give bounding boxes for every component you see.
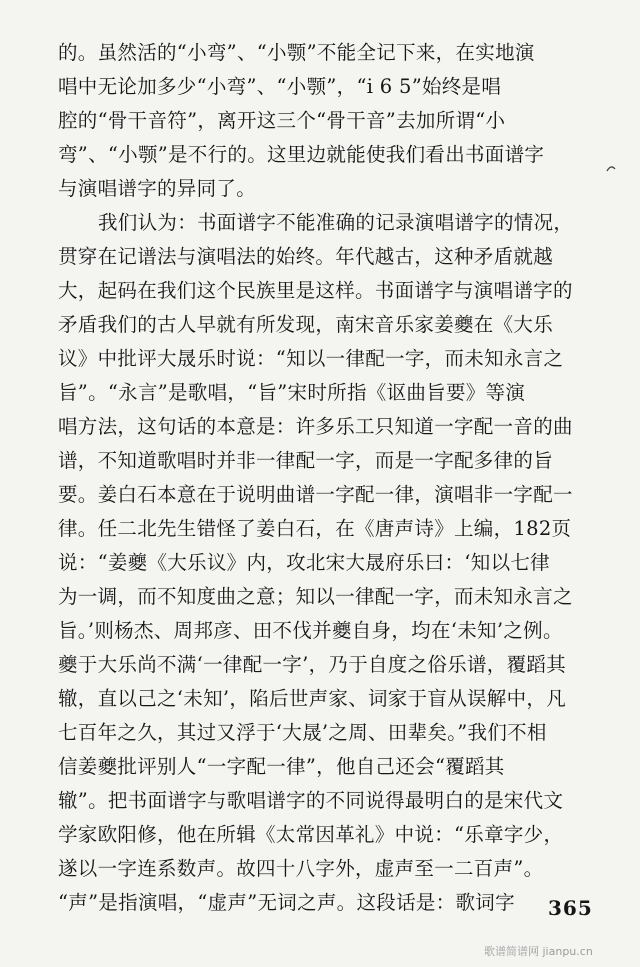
text-line-23: 辙”。把书面谱字与歌唱谱字的不同说得最明白的是宋代文 xyxy=(58,789,564,812)
text-line-2: 唱中无论加多少“小弯”、“小颚”，“i 6 5”始终是唱 xyxy=(58,75,502,98)
text-line-7: 贯穿在记谱法与演唱法的始终。年代越古，这种矛盾就越 xyxy=(58,245,554,268)
body-text xyxy=(58,36,618,920)
text-line-24: 学家欧阳修，他在所辑《太常因革礼》中说：“乐章字少， xyxy=(58,823,564,846)
text-line-13: 谱，不知道歌唱时并非一律配一字，而是一字配多律的旨 xyxy=(58,449,554,472)
text-line-11: 旨”。“永言”是歌唱，“旨”宋时所指《讴曲旨要》等演 xyxy=(58,381,526,404)
text-line-3: 腔的“骨干音符”，离开这三个“骨干音”去加所谓“小 xyxy=(58,109,506,132)
page-number: 365 xyxy=(548,896,593,920)
text-line-8: 大，起码在我们这个民族里是这样。书面谱字与演唱谱字的 xyxy=(58,279,573,302)
text-line-16: 说：“姜夔《大乐议》内，攻北宋大晟府乐曰：‘知以七律 xyxy=(58,551,550,574)
text-line-12: 唱方法，这句话的本意是：许多乐工只知道一字配一音的曲 xyxy=(58,415,573,438)
text-line-14: 要。姜白石本意在于说明曲谱一字配一律，演唱非一字配一 xyxy=(58,483,573,506)
text-line-25: 遂以一字连系数声。故四十八字外，虚声至一二百声”。 xyxy=(58,857,544,880)
margin-mark-icon xyxy=(606,163,616,173)
text-line-26: “声”是指演唱，“虚声”无词之声。这段话是：歌词字 xyxy=(58,891,515,914)
text-line-18: 旨。’则杨杰、周邦彦、田不伐并夔自身，均在‘未知’之例。 xyxy=(58,619,563,642)
watermark: 歌谱简谱网 jianpu.cn xyxy=(484,945,593,958)
text-line-20: 辙，直以己之‘未知’，陷后世声家、词家于盲从误解中，凡 xyxy=(58,687,566,710)
text-line-10: 议》中批评大晟乐时说：“知以一律配一字，而未知永言之 xyxy=(58,347,564,370)
text-line-5: 与演唱谱字的异同了。 xyxy=(58,177,257,200)
text-line-15: 律。任二北先生错怪了姜白石，在《唐声诗》上编，182页 xyxy=(58,517,572,540)
text-line-17: 为一调，而不知度曲之意；知以一律配一字，而未知永言之 xyxy=(58,585,573,608)
text-line-22: 信姜夔批评别人“一字配一律”，他自己还会“覆蹈其 xyxy=(58,755,505,778)
text-line-1: 的。虽然活的“小弯”、“小颚”不能全记下来，在实地演 xyxy=(58,41,535,64)
text-line-19: 夔于大乐尚不满‘一律配一字’，乃于自度之俗乐谱，覆蹈其 xyxy=(58,653,566,676)
text-line-6: 我们认为：书面谱字不能准确的记录演唱谱字的情况， xyxy=(98,211,574,234)
text-line-4: 弯”、“小颚”是不行的。这里边就能使我们看出书面谱字 xyxy=(58,143,545,166)
text-line-21: 七百年之久，其过又浮于‘大晟’之周、田辈矣。”我们不相 xyxy=(58,721,547,744)
text-line-9: 矛盾我们的古人早就有所发现，南宋音乐家姜夔在《大乐 xyxy=(58,313,554,336)
